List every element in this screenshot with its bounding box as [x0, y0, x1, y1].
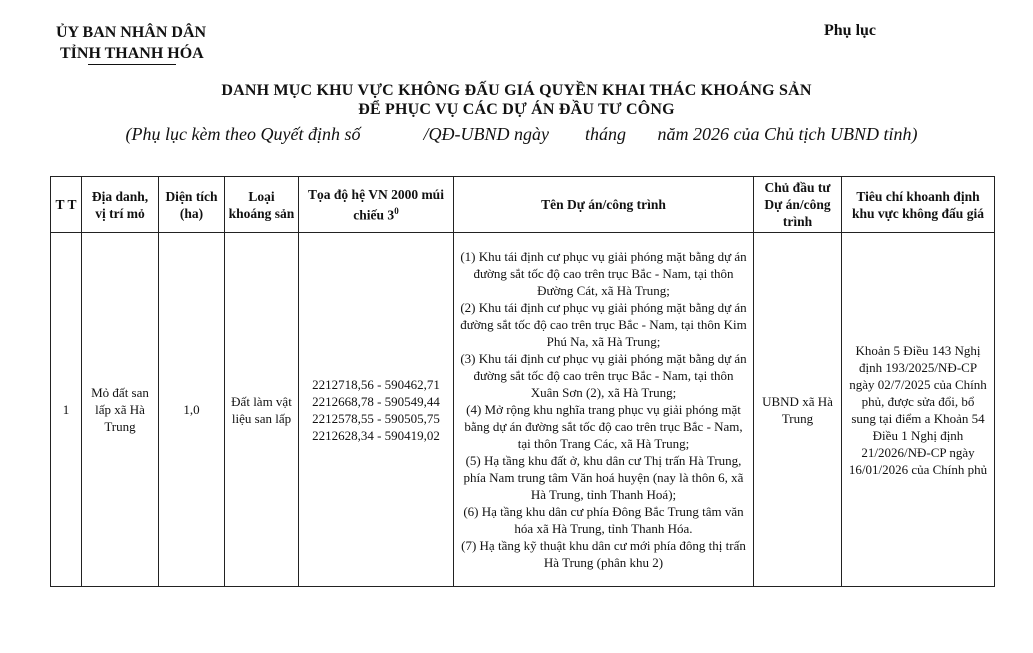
- header-stt: T T: [51, 177, 82, 233]
- subtitle-part-4: năm 2026 của Chủ tịch UBND tỉnh): [657, 124, 918, 144]
- coordinate-point: 2212718,56 - 590462,71: [312, 376, 440, 392]
- subtitle-part-2: /QĐ-UBND ngày: [423, 124, 549, 144]
- project-item: (6) Hạ tầng khu dân cư phía Đông Bắc Trung tâm văn hóa xã Hà Trung, tỉnh Thanh Hóa.: [463, 504, 744, 536]
- header-location: Địa danh, vị trí mỏ: [82, 177, 159, 233]
- header-coords: [299, 177, 454, 233]
- header-coords-text: Tọa độ hệ VN 2000 múi chiếu 3: [308, 186, 444, 223]
- table-header-row: [51, 177, 995, 233]
- issuing-agency: [56, 22, 206, 64]
- project-item: (4) Mở rộng khu nghĩa trang phục vụ giải phóng mặt bằng dự án đường sắt tốc độ cao trên trục Bắc - Nam, tại thôn Trang Các, xã Hà Trung;: [464, 402, 743, 451]
- project-item: (3) Khu tái định cư phục vụ giải phóng mặt bằng dự án đường sắt tốc độ cao trên trục Bắc - Nam, tại thôn Xuân Sơn (2), xã Hà Trung;: [460, 351, 747, 400]
- cell-coordinates: [299, 233, 454, 587]
- document-subtitle: [0, 124, 1033, 145]
- agency-line-2: TỈNH THANH HÓA: [60, 45, 204, 62]
- header-investor: Chủ đầu tư Dự án/công trình: [754, 177, 842, 233]
- cell-criteria: Khoản 5 Điều 143 Nghị định 193/2025/NĐ-CP ngày 02/7/2025 của Chính phủ, được sửa đổi, bổ sung tại điểm a Khoản 54 Điều 1 Nghị định 21/2026/NĐ-CP ngày 16/01/2026 của Chính phủ: [842, 233, 995, 587]
- appendix-label: Phụ lục: [824, 22, 877, 39]
- header-coords-superscript: 0: [394, 205, 399, 216]
- cell-investor: UBND xã Hà Trung: [754, 233, 842, 587]
- document-title-line-2: ĐỂ PHỤC VỤ CÁC DỰ ÁN ĐẦU TƯ CÔNG: [358, 101, 675, 118]
- coordinate-point: 2212668,78 - 590549,44: [312, 393, 440, 409]
- cell-stt: 1: [51, 233, 82, 587]
- coordinate-point: 2212578,55 - 590505,75: [312, 410, 440, 426]
- project-item: (5) Hạ tầng khu đất ở, khu dân cư Thị trấn Hà Trung, phía Nam trung tâm Văn hoá huyện (nay là thôn 6, xã Hà Trung, tỉnh Thanh Hoá);: [463, 453, 744, 502]
- cell-mineral: Đất làm vật liệu san lấp: [225, 233, 299, 587]
- agency-line-1: ỦY BAN NHÂN DÂN: [56, 24, 207, 41]
- document-title-line-1: DANH MỤC KHU VỰC KHÔNG ĐẤU GIÁ QUYỀN KHAI THÁC KHOÁNG SẢN: [221, 82, 812, 99]
- project-item: (1) Khu tái định cư phục vụ giải phóng mặt bằng dự án đường sắt tốc độ cao trên trục Bắc - Nam, tại thôn Đường Cát, xã Hà Trung;: [460, 249, 747, 298]
- header-project: Tên Dự án/công trình: [454, 177, 754, 233]
- mine-area-table: [50, 176, 995, 587]
- agency-underline: [88, 64, 176, 65]
- project-item: (7) Hạ tầng kỹ thuật khu dân cư mới phía đông thị trấn Hà Trung (phân khu 2): [461, 538, 746, 570]
- cell-projects: [454, 233, 754, 587]
- cell-area: 1,0: [159, 233, 225, 587]
- header-mineral: Loại khoáng sản: [225, 177, 299, 233]
- project-item: (2) Khu tái định cư phục vụ giải phóng mặt bằng dự án đường sắt tốc độ cao trên trục Bắc - Nam, tại thôn Kim Phú Na, xã Hà Trung;: [460, 300, 747, 349]
- cell-location: Mỏ đất san lấp xã Hà Trung: [82, 233, 159, 587]
- header-area: Diện tích (ha): [159, 177, 225, 233]
- table-row: [51, 233, 995, 587]
- coordinate-point: 2212628,34 - 590419,02: [312, 427, 440, 443]
- subtitle-part-1: (Phụ lục kèm theo Quyết định số: [125, 124, 361, 144]
- header-criteria: Tiêu chí khoanh định khu vực không đấu giá: [842, 177, 995, 233]
- subtitle-part-3: tháng: [584, 124, 626, 144]
